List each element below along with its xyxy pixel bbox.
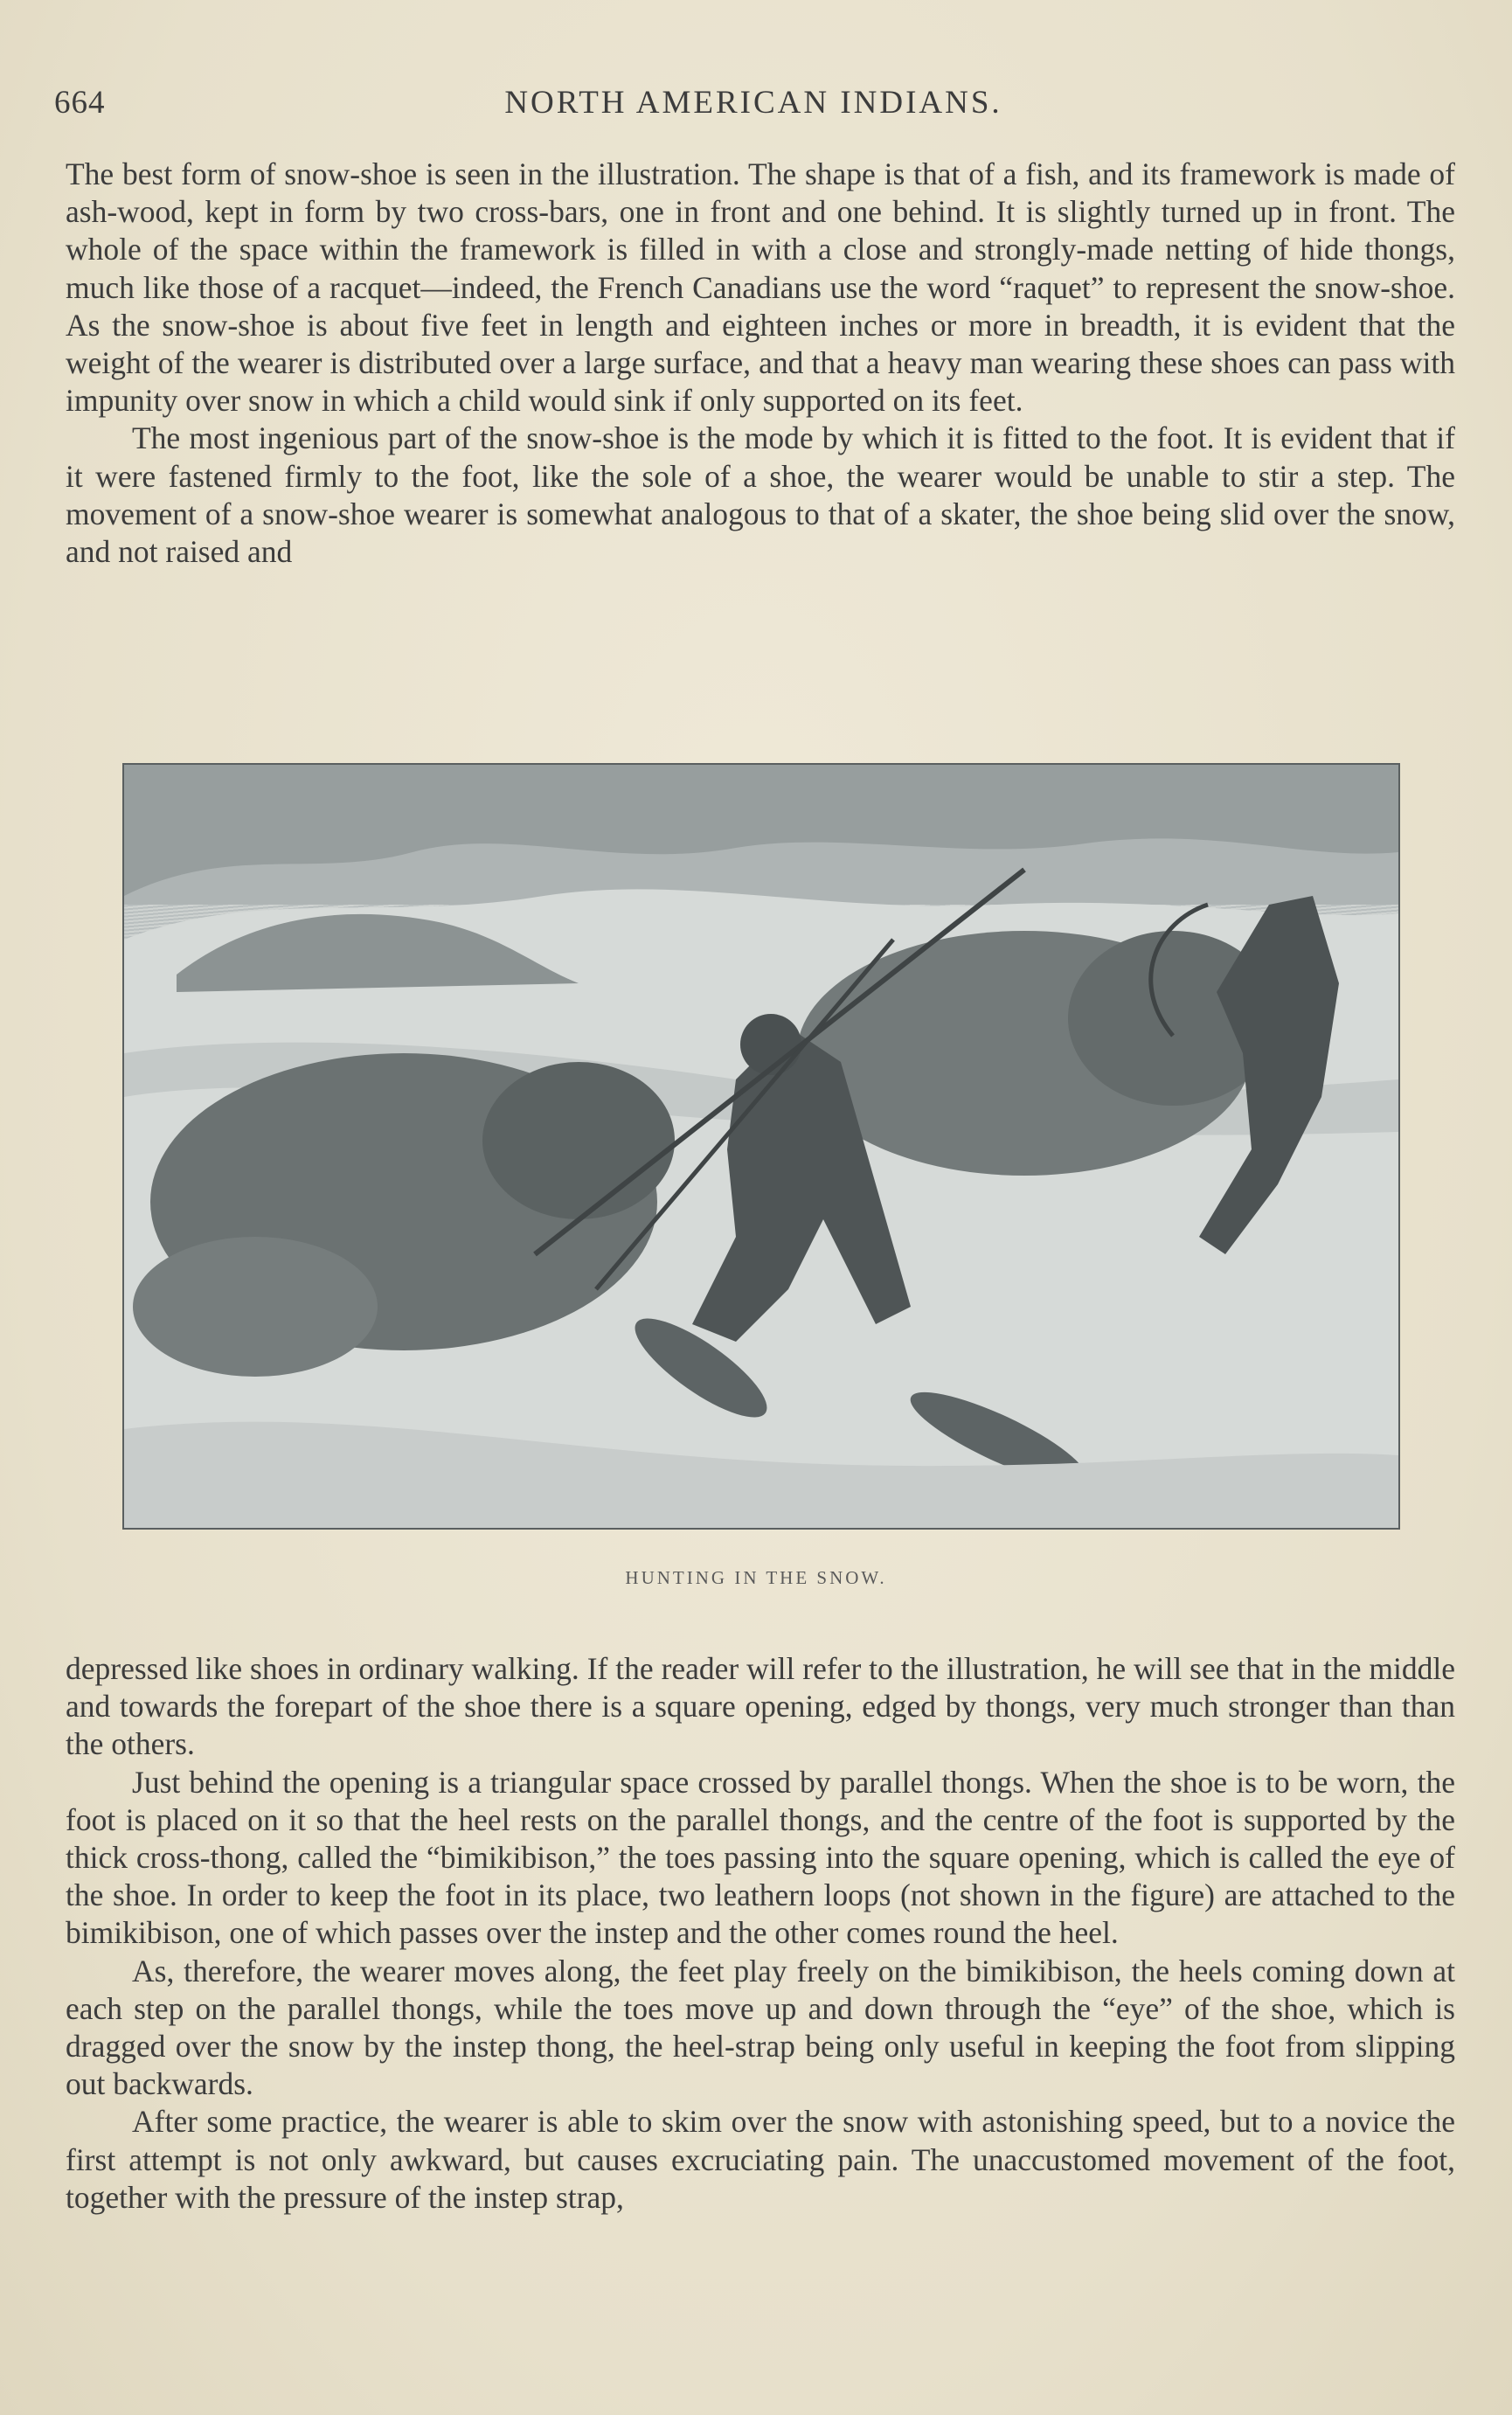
engraving-illustration (124, 765, 1398, 1528)
buffalo-left-hump (482, 1062, 675, 1219)
buffalo-left-hindquarter (133, 1237, 378, 1377)
paragraph: Just behind the opening is a triangular space crossed by parallel thongs. When the shoe is to be worn, the foot is placed on it so that the heel rests on the parallel thongs, and the centre of the foot is supported by the thick cross-thong, called the “bimikibison,” the toes passing into the square opening, which is called the eye of the shoe. In order to keep the foot in its place, two leathern loops (not shown in the figure) are attached to the bimikibison, one of which passes over the instep and the other comes round the heel. (66, 1764, 1455, 1951)
paragraph: The best form of snow-shoe is seen in the illustration. The shape is that of a fish, and its framework is made of ash-wood, kept in form by two cross-bars, one in front and one behind. It is slightly turned up in front. The whole of the space within the framework is filled in with a close and strongly-made netting of hide thongs, much like those of a racquet—indeed, the French Canadians use the word “raquet” to represent the snow-shoe. As the snow-shoe is about five feet in length and eighteen inches or more in breadth, it is evident that the weight of the wearer is distributed over a large surface, and that a heavy man wearing these shoes can pass with impunity over snow in which a child would sink if only supported on its feet. (66, 156, 1455, 419)
paragraph: The most ingenious part of the snow-shoe is the mode by which it is fitted to the foot. It is evident that if it were fastened firmly to the foot, like the sole of a shoe, the wearer would be unable to stir a step. The movement of a snow-shoe wearer is somewhat analogous to that of a skater, the shoe being slid over the snow, and not raised and (66, 420, 1455, 570)
top-text-block (66, 156, 1455, 571)
running-title: NORTH AMERICAN INDIANS. (504, 85, 1002, 121)
page-header (54, 84, 1453, 128)
paragraph: As, therefore, the wearer moves along, the feet play freely on the bimikibison, the heels coming down at each step on the parallel thongs, while the toes move up and down through the “eye” of the shoe, which is dragged over the snow by the instep thong, the heel-strap being only useful in keeping the foot from slipping out backwards. (66, 1953, 1455, 2102)
paragraph: depressed like shoes in ordinary walking. If the reader will refer to the illustration, he will see that in the middle and towards the forepart of the shoe there is a square opening, edged by thongs, very much stronger than than the others. (66, 1651, 1455, 1762)
page-number: 664 (54, 85, 106, 121)
engraving-hunting-in-the-snow (122, 763, 1400, 1530)
paragraph: After some practice, the wearer is able to skim over the snow with astonishing speed, but to a novice the first attempt is not only awkward, but causes excruciating pain. The unaccustomed movement of the foot, together with the pressure of the instep strap, (66, 2104, 1455, 2215)
figure-caption: HUNTING IN THE SNOW. (625, 1567, 887, 1588)
bottom-text-block (66, 1650, 1455, 2217)
